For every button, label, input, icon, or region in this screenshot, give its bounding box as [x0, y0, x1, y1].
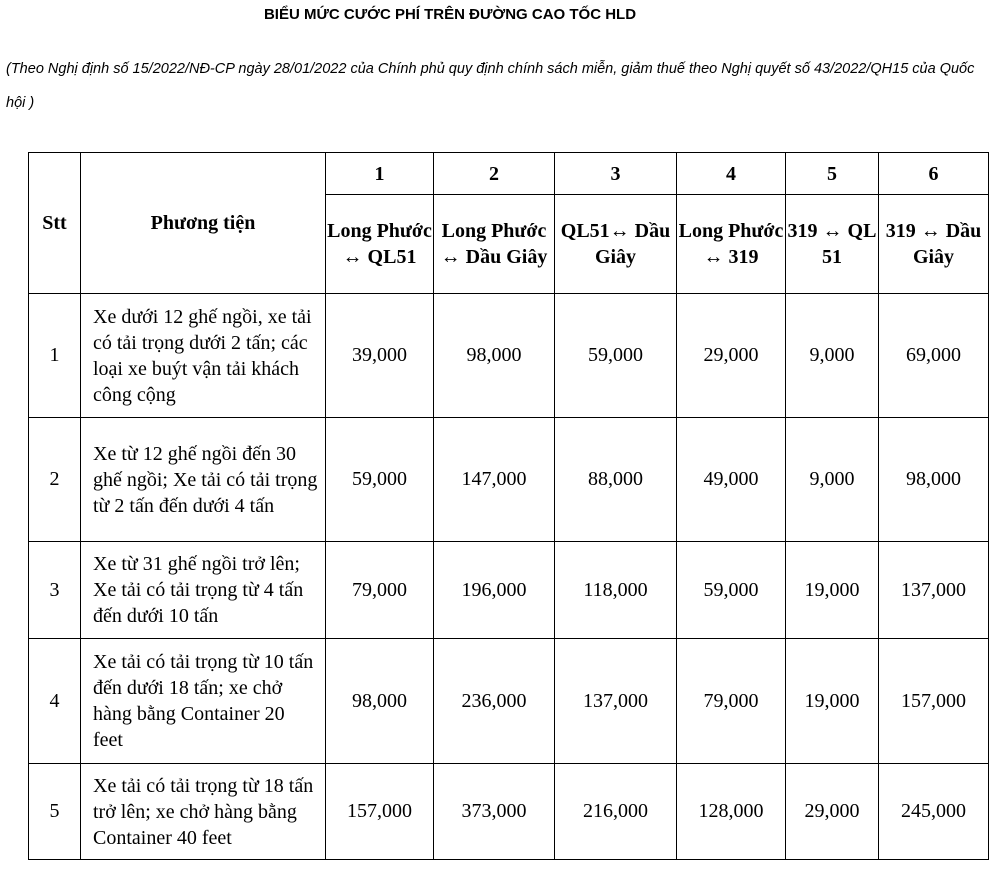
fee-cell: 157,000: [326, 764, 434, 860]
fee-cell: 128,000: [677, 764, 786, 860]
route-header: 319 ↔ Dầu Giây: [879, 195, 989, 294]
vehicle-description: Xe tải có tải trọng từ 10 tấn đến dưới 18 tấn; xe chở hàng bằng Container 20 feet: [81, 639, 326, 764]
fee-cell: 19,000: [786, 542, 879, 639]
column-number: 3: [555, 153, 677, 195]
fee-cell: 69,000: [879, 294, 989, 418]
fee-cell: 9,000: [786, 418, 879, 542]
vehicle-description: Xe tải có tải trọng từ 18 tấn trở lên; xe chở hàng bằng Container 40 feet: [81, 764, 326, 860]
row-stt: 3: [29, 542, 81, 639]
fee-cell: 98,000: [326, 639, 434, 764]
fee-cell: 147,000: [434, 418, 555, 542]
toll-fee-table: [28, 152, 989, 860]
vehicle-description: Xe từ 31 ghế ngồi trở lên; Xe tải có tải trọng từ 4 tấn đến dưới 10 tấn: [81, 542, 326, 639]
table-row: [29, 418, 989, 542]
fee-cell: 79,000: [677, 639, 786, 764]
fee-cell: 373,000: [434, 764, 555, 860]
row-stt: 5: [29, 764, 81, 860]
fee-cell: 9,000: [786, 294, 879, 418]
fee-cell: 59,000: [326, 418, 434, 542]
stt-header: Stt: [29, 153, 81, 294]
table-row: [29, 764, 989, 860]
fee-cell: 59,000: [677, 542, 786, 639]
route-header: Long Phước ↔ Dầu Giây: [434, 195, 555, 294]
column-number: 6: [879, 153, 989, 195]
column-number: 4: [677, 153, 786, 195]
fee-cell: 216,000: [555, 764, 677, 860]
fee-cell: 29,000: [786, 764, 879, 860]
fee-cell: 118,000: [555, 542, 677, 639]
fee-cell: 137,000: [555, 639, 677, 764]
fee-cell: 137,000: [879, 542, 989, 639]
table-row: [29, 294, 989, 418]
fee-cell: 245,000: [879, 764, 989, 860]
fee-cell: 49,000: [677, 418, 786, 542]
vehicle-description: Xe từ 12 ghế ngồi đến 30 ghế ngồi; Xe tải có tải trọng từ 2 tấn đến dưới 4 tấn: [81, 418, 326, 542]
row-stt: 2: [29, 418, 81, 542]
page-subtitle: (Theo Nghị định số 15/2022/NĐ-CP ngày 28/01/2022 của Chính phủ quy định chính sách miễn, giảm thuế theo Nghị quyết số 43/2022/QH15 của Quốc hội ): [6, 61, 975, 111]
route-header: 319 ↔ QL 51: [786, 195, 879, 294]
vehicle-header: Phương tiện: [81, 153, 326, 294]
fee-cell: 79,000: [326, 542, 434, 639]
table-row: [29, 542, 989, 639]
table-row: [29, 639, 989, 764]
row-stt: 4: [29, 639, 81, 764]
route-header: QL51↔ Dầu Giây: [555, 195, 677, 294]
header-row-numbers: [29, 153, 989, 195]
fee-cell: 98,000: [879, 418, 989, 542]
route-header: Long Phước ↔ QL51: [326, 195, 434, 294]
fee-cell: 39,000: [326, 294, 434, 418]
page-title: BIỂU MỨC CƯỚC PHÍ TRÊN ĐƯỜNG CAO TỐC HLD: [263, 6, 637, 23]
column-number: 1: [326, 153, 434, 195]
fee-cell: 29,000: [677, 294, 786, 418]
vehicle-description: Xe dưới 12 ghế ngồi, xe tải có tải trọng dưới 2 tấn; các loại xe buýt vận tải khách công cộng: [81, 294, 326, 418]
fee-cell: 236,000: [434, 639, 555, 764]
fee-cell: 98,000: [434, 294, 555, 418]
fee-cell: 59,000: [555, 294, 677, 418]
fee-cell: 157,000: [879, 639, 989, 764]
row-stt: 1: [29, 294, 81, 418]
route-header: Long Phước ↔ 319: [677, 195, 786, 294]
fee-cell: 88,000: [555, 418, 677, 542]
column-number: 5: [786, 153, 879, 195]
fee-cell: 196,000: [434, 542, 555, 639]
column-number: 2: [434, 153, 555, 195]
fee-cell: 19,000: [786, 639, 879, 764]
